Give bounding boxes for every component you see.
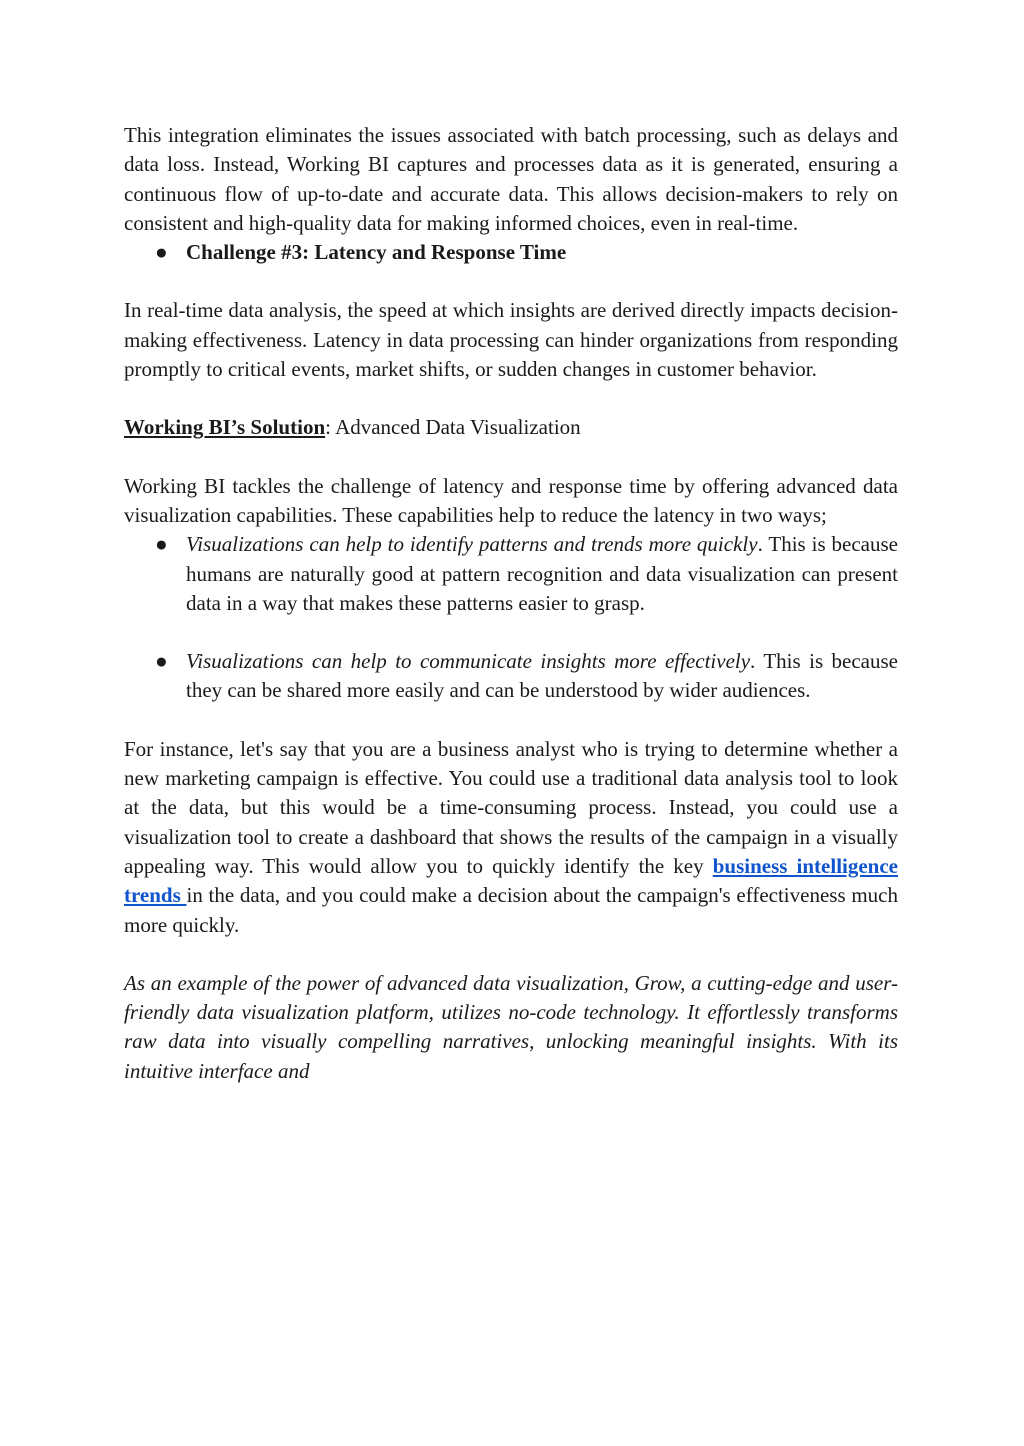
bullet-icon: ● — [155, 240, 168, 265]
challenge-list — [124, 238, 898, 267]
way-item — [124, 647, 898, 706]
solution-label: Working BI’s Solution — [124, 415, 326, 440]
way-italic-text: Visualizations can help to communicate insights more effectively — [186, 649, 751, 674]
bullet-icon: ● — [155, 649, 168, 674]
way-rest-text: . This is because humans are naturally good at pattern recognition and data visualization can present data in a way that makes these patterns easier to grasp. — [186, 532, 898, 615]
way-italic-text: Visualizations can help to identify patterns and trends more quickly — [186, 532, 758, 557]
document-page — [124, 121, 898, 1086]
example-text-before-link: For instance, let's say that you are a business analyst who is trying to determine whether a new marketing campaign is effective. You could use a traditional data analysis tool to look at the data, but this would be a time-consuming process. Instead, you could use a visualization tool to create a dashboard that shows the results of the campaign in a visually appealing way. This would allow you to quickly identify the key — [124, 736, 898, 878]
solution-paragraph: Working BI tackles the challenge of latency and response time by offering advanced data visualization capabilities. These capabilities help to reduce the latency in two ways; — [124, 473, 898, 527]
challenge-heading-item — [124, 238, 898, 267]
intro-paragraph: This integration eliminates the issues associated with batch processing, such as delays and data loss. Instead, Working BI captures and processes data as it is generated, ensuring a continuous flow of up-to-date and accurate data. This allows decision-makers to rely on consistent and high-quality data for making informed choices, even in real-time. — [124, 123, 898, 235]
business-intelligence-trends-link[interactable]: business intelligence trends — [124, 853, 899, 908]
ways-list — [124, 530, 898, 705]
solution-separator: : — [325, 415, 336, 440]
bullet-icon: ● — [155, 532, 168, 557]
example-text-after-link: in the data, and you could make a decision about the campaign's effectiveness much more quickly. — [124, 883, 898, 937]
solution-line — [124, 413, 898, 442]
solution-text: Advanced Data Visualization — [335, 415, 581, 440]
latency-paragraph: In real-time data analysis, the speed at which insights are derived directly impacts decision-making effectiveness. Latency in data processing can hinder organizations from responding promptly to critical events, market shifts, or sudden changes in customer behavior. — [124, 298, 898, 382]
grow-example-paragraph: As an example of the power of advanced data visualization, Grow, a cutting-edge and user-friendly data visualization platform, utilizes no-code technology. It effortlessly transforms raw data into visually compelling narratives, unlocking meaningful insights. With its intuitive interface and — [124, 970, 898, 1083]
way-item — [124, 530, 898, 618]
way-rest-text: . This is because they can be shared more easily and can be understood by wider audiences. — [186, 649, 898, 703]
challenge-heading: Challenge #3: Latency and Response Time — [186, 240, 567, 265]
example-paragraph — [124, 735, 898, 940]
